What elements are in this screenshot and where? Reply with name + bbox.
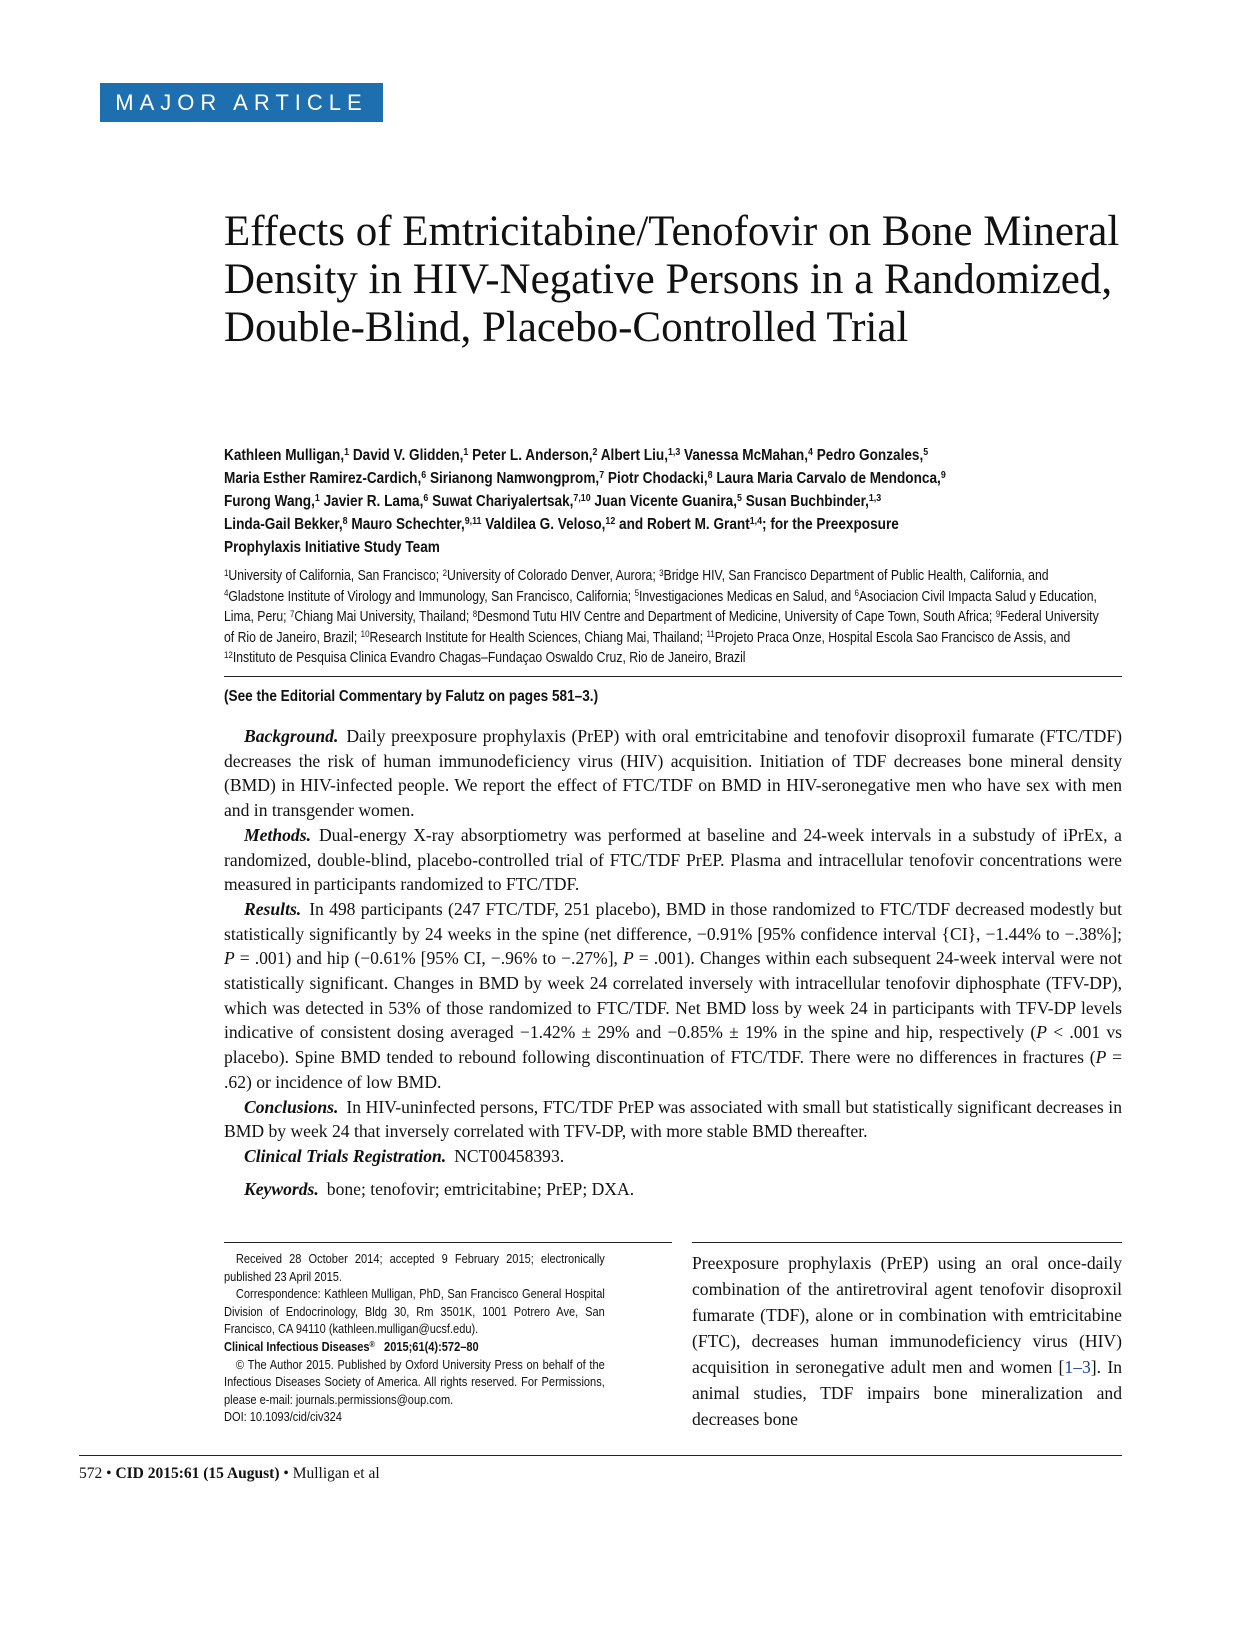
abstract-background [224, 724, 1122, 823]
abstract [224, 724, 1122, 1201]
correspondence: Correspondence: Kathleen Mulligan, PhD, San Francisco General Hospital Division of Endocrinology, Bldg 30, Rm 3501K, 1001 Potrero Ave, San Francisco, CA 94110 (kathleen.mulligan@ucsf.edu). [224, 1286, 605, 1337]
abstract-keywords [224, 1177, 1122, 1202]
results-text: In 498 participants (247 FTC/TDF, 251 placebo), BMD in those randomized to FTC/TDF decreased modestly but statistically significantly by 24 weeks in the spine (net difference, −0.91% [95% confidence interval {CI}, −1.44% to −.38%]; P = .001) and hip (−0.61% [95% CI, −.96% to −.27%], P = .001). Changes within each subsequent 24-week interval were not statistically significant. Changes in BMD by week 24 correlated inversely with intracellular tenofovir diphosphate (TFV-DP), which was detected in 53% of those randomized to FTC/TDF. Net BMD loss by week 24 in participants with TFV-DP levels indicative of consistent dosing averaged −1.42% ± 29% and −0.85% ± 19% in the spine and hip, respectively (P < .001 vs placebo). Spine BMD tended to rebound following discontinuation of FTC/TDF. There were no differences in fractures (P = .62) or incidence of low BMD. [224, 898, 1122, 1092]
conclusions-text: In HIV-uninfected persons, FTC/TDF PrEP was associated with small but statistically significant decreases in BMD by week 24 that inversely correlated with TFV-DP, with more stable BMD thereafter. [224, 1096, 1122, 1142]
journal-issue: CID 2015:61 (15 August) [115, 1465, 280, 1482]
running-authors: Mulligan et al [292, 1465, 380, 1482]
conclusions-label: Conclusions. [244, 1096, 339, 1117]
results-label: Results. [244, 898, 302, 919]
background-text: Daily preexposure prophylaxis (PrEP) with oral emtricitabine and tenofovir disoproxil fumarate (FTC/TDF) decreases the risk of human immunodeficiency virus (HIV) acquisition. Initiation of TDF decreases bone mineral density (BMD) in HIV-infected people. We report the effect of FTC/TDF on BMD in HIV-seronegative men who have sex with men and in transgender women. [224, 726, 1122, 821]
footnote-rule-left [224, 1242, 672, 1243]
article-type-banner: MAJOR ARTICLE [100, 83, 383, 122]
footer-bullet: • [106, 1465, 112, 1482]
citation-link[interactable]: 1–3 [1064, 1357, 1091, 1377]
methods-label: Methods. [244, 824, 311, 845]
abstract-conclusions [224, 1095, 1122, 1144]
body-text-column: Preexposure prophylaxis (PrEP) using an oral once-daily combination of the antiretroviral agent tenofovir disoproxil fumarate (TDF), alone or in combination with emtricitabine (FTC), decreases human immunodeficiency virus (HIV) acquisition in seronegative adult men and women [1–3]. In animal studies, TDF impairs bone mineralization and decreases bone [692, 1253, 1123, 1429]
footnote-rule-right [692, 1242, 1122, 1243]
page-footer [79, 1464, 779, 1484]
doi: DOI: 10.1093/cid/civ324 [224, 1409, 342, 1425]
article-title: Effects of Emtricitabine/Tenofovir on Bone Mineral Density in HIV-Negative Persons in a Randomized, Double-Blind, Placebo-Controlled Trial [224, 208, 1120, 351]
abstract-methods [224, 823, 1122, 897]
affiliations: $^1$University of California, San Francisco; $^2$University of Colorado Denver, Aurora; $^3$Bridge HIV, San Francisco Department of Public Health, California, and $^4$Gladstone Institute of Virology and Immunology, San Francisco, California; $^5$Investigaciones Medicas en Salud, and $^6$Asociacion Civil Impacta Salud y Education, Lima, Peru; $^7$Chiang Mai University, Thailand; $^8$Desmond Tutu HIV Centre and Department of Medicine, University of Cape Town, South Africa; $^9$Federal University of Rio de Janeiro, Brazil; $^{10}$Research Institute for Health Sciences, Chiang Mai, Thailand; $^{11}$Projeto Praca Onze, Hospital Escola Sao Francisco de Assis, and $^{12}$Instituto de Pesquisa Clinica Evandro Chagas–Fundaçao Oswaldo Cruz, Rio de Janeiro, Brazil [224, 567, 1099, 666]
registration-label: Clinical Trials Registration. [244, 1145, 447, 1166]
keywords-text: bone; tenofovir; emtricitabine; PrEP; DXA. [326, 1178, 635, 1199]
abstract-results [224, 897, 1122, 1095]
author-list: Kathleen Mulligan,$^1$ David V. Glidden,$^1$ Peter L. Anderson,$^2$ Albert Liu,$^{1,3}$ Vanessa McMahan,$^4$ Pedro Gonzales,$^5$ Maria Esther Ramirez-Cardich,$^6$ Sirianong Namwongprom,$^7$ Piotr Chodacki,$^8$ Laura Maria Carvalo de Mendonca,$^9$ Furong Wang,$^1$ Javier R. Lama,$^6$ Suwat Chariyalertsak,$^{7,10}$ Juan Vicente Guanira,$^5$ Susan Buchbinder,$^{1,3}$ Linda-Gail Bekker,$^8$ Mauro Schechter,$^{9,11}$ Valdilea G. Veloso,$^{12}$ and Robert M. Grant$^{1,4}$; for the Preexposure Prophylaxis Initiative Study Team [224, 447, 946, 556]
article-footnotes [224, 1250, 605, 1426]
footer-rule [79, 1455, 1122, 1456]
keywords-label: Keywords. [244, 1178, 319, 1199]
copyright-notice: © The Author 2015. Published by Oxford University Press on behalf of the Infectious Diseases Society of America. All rights reserved. For Permissions, please e-mail: journals.permissions@oup.com. [224, 1356, 605, 1407]
received-dates: Received 28 October 2014; accepted 9 February 2015; electronically published 23 April 2015. [224, 1251, 605, 1284]
abstract-registration [224, 1144, 1122, 1169]
journal-citation: Clinical Infectious Diseases® 2015;61(4):572–80 [224, 1338, 479, 1354]
registration-text: NCT00458393. [454, 1145, 565, 1166]
page-number: 572 [79, 1465, 103, 1482]
footer-bullet: • [283, 1465, 289, 1482]
affiliations-rule [224, 676, 1122, 677]
background-label: Background. [244, 726, 339, 746]
methods-text: Dual-energy X-ray absorptiometry was performed at baseline and 24-week intervals in a substudy of iPrEx, a randomized, double-blind, placebo-controlled trial of FTC/TDF PrEP. Plasma and intracellular tenofovir concentrations were measured in participants randomized to FTC/TDF. [224, 824, 1122, 895]
editorial-commentary-note: (See the Editorial Commentary by Falutz on pages 581–3.) [224, 688, 599, 705]
